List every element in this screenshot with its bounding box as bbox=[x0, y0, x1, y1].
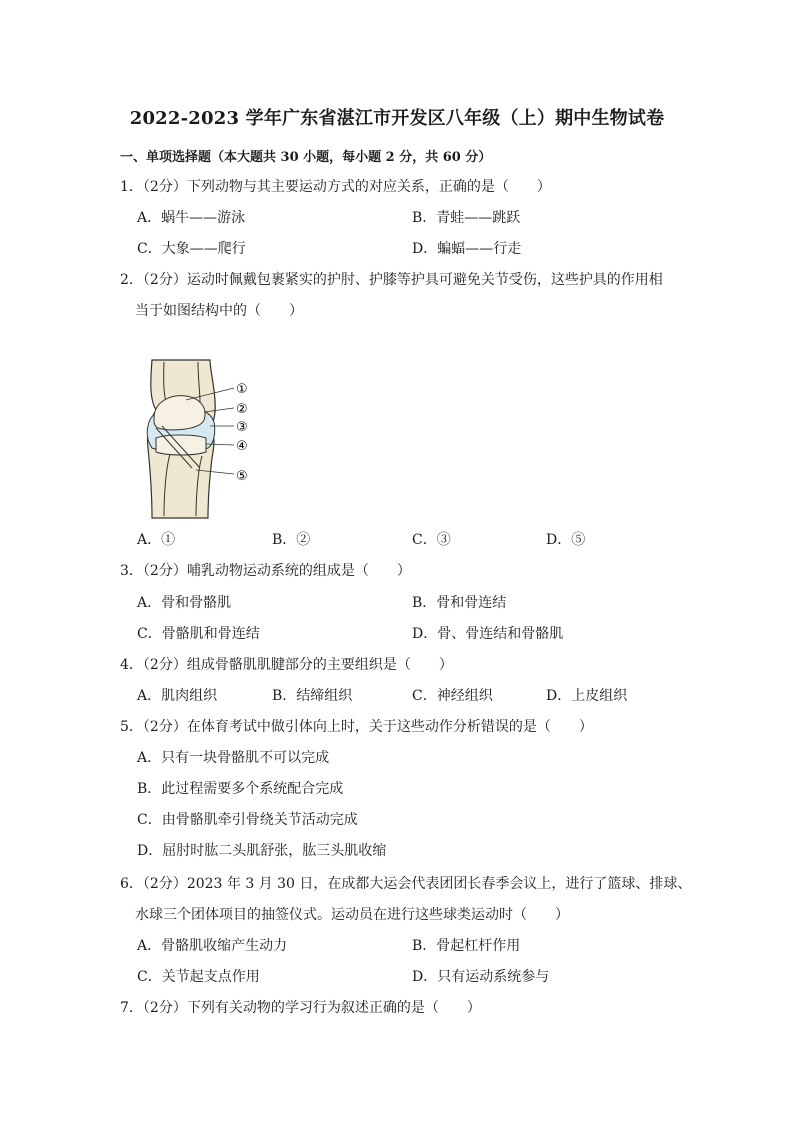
question-7-stem: 7．（2分）下列有关动物的学习行为叙述正确的是（ ） bbox=[120, 1000, 481, 1016]
diagram-label-5: ⑤ bbox=[236, 469, 248, 484]
section-heading: 一、单项选择题（本大题共 30 小题，每小题 2 分，共 60 分） bbox=[120, 150, 492, 165]
question-4-stem: 4．（2分）组成骨骼肌肌腱部分的主要组织是（ ） bbox=[120, 657, 453, 673]
question-6-stem: 6．（2分）2023 年 3 月 30 日，在成都大运会代表团团长春季会议上，进行了篮球、排球、 bbox=[120, 876, 692, 892]
q1-option-b: B．青蛙——跳跃 bbox=[412, 210, 521, 226]
q1-option-d: D．蝙蝠——行走 bbox=[412, 241, 522, 257]
q2-option-a: A．① bbox=[137, 532, 176, 548]
question-5-stem: 5．（2分）在体育考试中做引体向上时，关于这些动作分析错误的是（ ） bbox=[120, 719, 593, 735]
q1-option-c: C．大象——爬行 bbox=[137, 241, 246, 257]
q6-option-c: C．关节起支点作用 bbox=[137, 969, 260, 985]
question-2-stem-cont: 当于如图结构中的（ ） bbox=[135, 303, 303, 319]
diagram-label-2: ② bbox=[236, 402, 248, 417]
q3-option-d: D．骨、骨连结和骨骼肌 bbox=[412, 626, 564, 642]
q1-option-a: A．蜗牛——游泳 bbox=[137, 210, 246, 226]
q2-option-b: B．② bbox=[272, 532, 311, 548]
diagram-label-1: ① bbox=[236, 382, 248, 397]
q4-option-b: B．结缔组织 bbox=[272, 688, 353, 704]
q5-option-c: C．由骨骼肌牵引骨绕关节活动完成 bbox=[137, 812, 358, 828]
q3-option-a: A．骨和骨骼肌 bbox=[137, 595, 232, 611]
q6-option-b: B．骨起杠杆作用 bbox=[412, 938, 521, 954]
question-6-stem-cont: 水球三个团体项目的抽签仪式。运动员在进行这些球类运动时（ ） bbox=[135, 907, 569, 923]
q5-option-d: D．屈肘时肱二头肌舒张，肱三头肌收缩 bbox=[137, 843, 387, 859]
q3-option-c: C．骨骼肌和骨连结 bbox=[137, 626, 260, 642]
q3-option-b: B．骨和骨连结 bbox=[412, 595, 507, 611]
q4-option-d: D．上皮组织 bbox=[546, 688, 628, 704]
q6-option-d: D．只有运动系统参与 bbox=[412, 969, 550, 985]
q5-option-b: B．此过程需要多个系统配合完成 bbox=[137, 781, 344, 797]
knee-joint-diagram bbox=[130, 356, 270, 522]
joint-socket bbox=[156, 435, 206, 455]
diagram-label-3: ③ bbox=[236, 420, 248, 435]
question-1-stem: 1．（2分）下列动物与其主要运动方式的对应关系，正确的是（ ） bbox=[120, 179, 551, 195]
q5-option-a: A．只有一块骨骼肌不可以完成 bbox=[137, 750, 330, 766]
q4-option-c: C．神经组织 bbox=[412, 688, 493, 704]
q2-option-c: C．③ bbox=[412, 532, 451, 548]
q2-option-d: D．⑤ bbox=[546, 532, 586, 548]
diagram-label-4: ④ bbox=[236, 439, 248, 454]
question-2-stem: 2．（2分）运动时佩戴包裹紧实的护肘、护膝等护具可避免关节受伤，这些护具的作用相 bbox=[120, 272, 663, 288]
q6-option-a: A．骨骼肌收缩产生动力 bbox=[137, 938, 288, 954]
q4-option-a: A．肌肉组织 bbox=[137, 688, 218, 704]
question-3-stem: 3．（2分）哺乳动物运动系统的组成是（ ） bbox=[120, 563, 411, 579]
exam-title: 2022-2023 学年广东省湛江市开发区八年级（上）期中生物试卷 bbox=[129, 108, 665, 129]
